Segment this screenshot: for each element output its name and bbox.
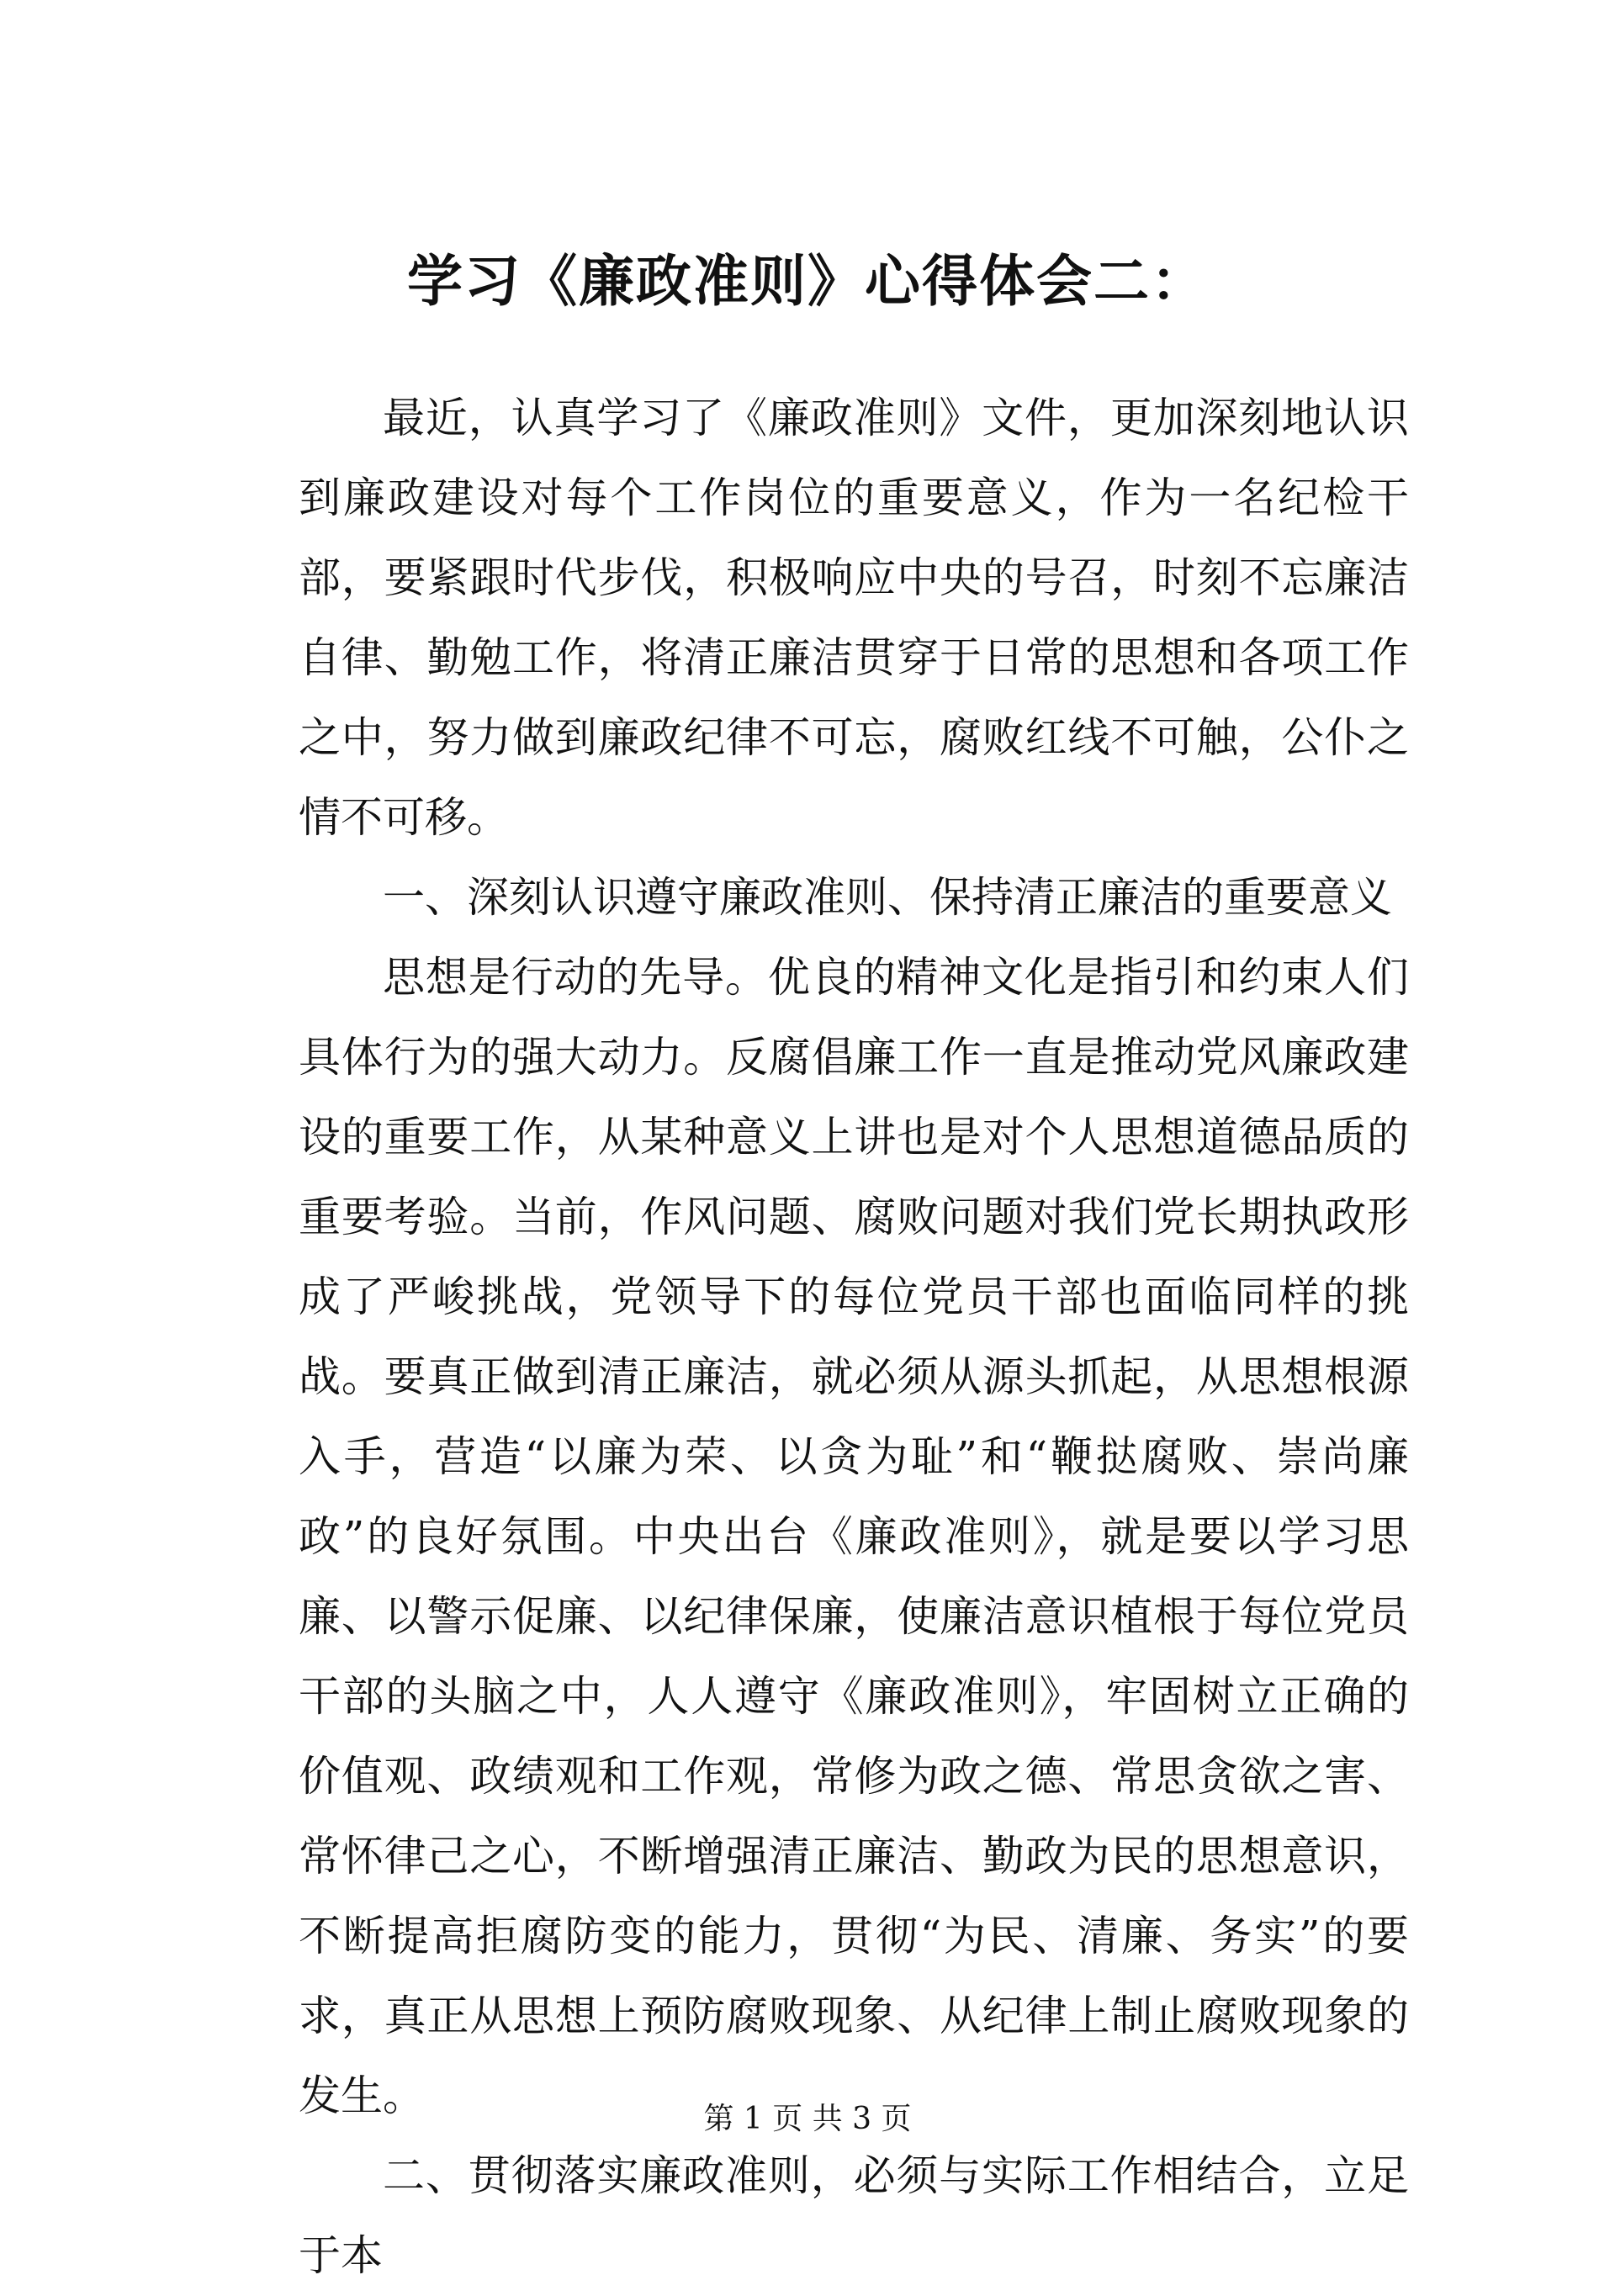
- paragraph-section-1: 思想是行动的先导。优良的精神文化是指引和约束人们具体行为的强大动力。反腐倡廉工作一直是推动党风廉政建设的重要工作，从某种意义上讲也是对个人思想道德品质的重要考验。当前，作风问题、腐败问题对我们党长期执政形成了严峻挑战，党领导下的每位党员干部也面临同样的挑战。要真正做到清正廉洁，就必须从源头抓起，从思想根源入手，营造“以廉为荣、以贪为耻”和“鞭挞腐败、崇尚廉政”的良好氛围。中央出台《廉政准则》，就是要以学习思廉、以警示促廉、以纪律保廉，使廉洁意识植根于每位党员干部的头脑之中，人人遵守《廉政准则》，牢固树立正确的价值观、政绩观和工作观，常修为政之德、常思贪欲之害、常怀律己之心，不断增强清正廉洁、勤政为民的思想意识，不断提高拒腐防变的能力，贯彻“为民、清廉、务实”的要求，真正从思想上预防腐败现象、从纪律上制止腐败现象的发生。: [299, 953, 1409, 2120]
- paragraph-intro: 最近，认真学习了《廉政准则》文件，更加深刻地认识到廉政建设对每个工作岗位的重要意义，作为一名纪检干部，要紧跟时代步伐，积极响应中央的号召，时刻不忘廉洁自律、勤勉工作，将清正廉洁贯穿于日常的思想和各项工作之中，努力做到廉政纪律不可忘，腐败红线不可触，公仆之情不可移。: [299, 394, 1409, 842]
- section-heading-1: 一、深刻认识遵守廉政准则、保持清正廉洁的重要意义: [383, 873, 1392, 922]
- document-body: [299, 378, 1409, 2296]
- document-title: 学习《廉政准则》心得体会二：: [407, 248, 1208, 315]
- page-number-footer: 第 1 页 共 3 页: [703, 2102, 912, 2136]
- section-heading-2: 二、贯彻落实廉政准则，必须与实际工作相结合，立足于本: [299, 2151, 1409, 2280]
